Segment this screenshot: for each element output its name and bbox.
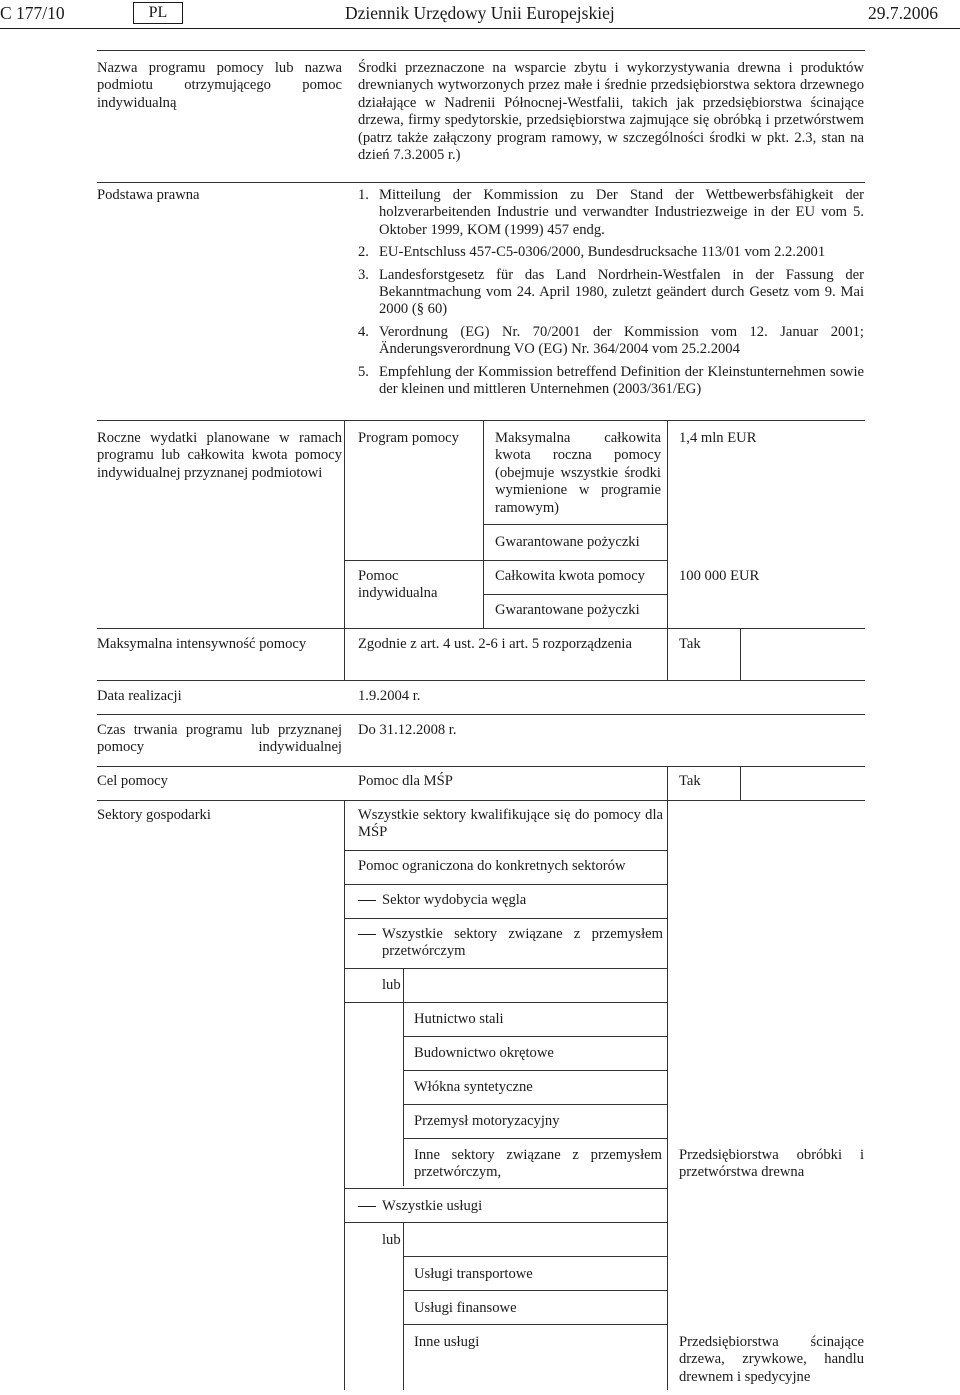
grid-line: [344, 1002, 667, 1003]
grid-line: [403, 1256, 667, 1257]
table-top-rule: [97, 50, 865, 51]
duration-value: Do 31.12.2008 r.: [358, 722, 457, 738]
scheme-max-label: Maksymalna całkowita kwota roczna pomocy (obejmuje wszystkie środki wymienione w programie ramowym): [495, 430, 661, 516]
grid-line: [344, 850, 667, 851]
grid-line: [403, 1324, 667, 1325]
row-divider: [97, 766, 865, 767]
grid-line: [344, 420, 345, 680]
grid-line: [344, 1222, 667, 1223]
or-label: lub: [382, 977, 401, 993]
scheme-label: Program pomocy: [358, 430, 459, 446]
grid-line: [483, 524, 667, 525]
sectors-all-label: Wszystkie sektory kwalifikujące się do pomocy dla MŚP: [358, 807, 663, 841]
sector-coal: Sektor wydobycia węgla: [358, 892, 663, 909]
row-label-intensity: Maksymalna intensywność pomocy: [97, 636, 307, 652]
sector-motor-vehicles: Przemysł motoryzacyjny: [414, 1113, 560, 1129]
grid-line: [740, 628, 741, 680]
grid-line: [344, 800, 345, 1390]
sector-other-services: Inne usługi: [414, 1334, 480, 1350]
dash-marker: [358, 1206, 376, 1207]
grid-line: [344, 968, 667, 969]
grid-line: [344, 918, 667, 919]
individual-aid-label: Pomoc indywidualna: [358, 568, 438, 602]
row-label-date: Data realizacji: [97, 688, 182, 704]
legal-basis-item: 4. Verordnung (EG) Nr. 70/2001 der Kommission vom 12. Januar 2001; Änderungsverordnung VO (EG) Nr. 364/2004 vom 25.2.2004: [358, 323, 864, 358]
grid-line: [344, 1188, 667, 1189]
row-divider: [97, 628, 865, 629]
grid-line: [403, 1104, 667, 1105]
row-divider: [97, 680, 865, 681]
dash-marker: [358, 934, 376, 935]
row-divider: [97, 182, 865, 183]
dash-marker: [358, 900, 376, 901]
sector-financial: Usługi finansowe: [414, 1300, 517, 1316]
header-rule: [0, 28, 960, 29]
or-label: lub: [382, 1232, 401, 1248]
scheme-description: Środki przeznaczone na wsparcie zbytu i wykorzystywania drewna i produktów drewnianych wytworzonych przez małe i średnie przedsiębiorstwa sektora drzewnego działające w Nadrenii Północnej-Westfalii, takich jak przedsiębiorstwa ścinające drzewa, firmy spedytorskie, przedsiębiorstwa zajmujące się obróbką i przetwórstwem (patrz także załączony program ramowy, w szczególności środki w pkt. 2.3, stan na dzień 7.3.2005 r.): [358, 60, 864, 164]
row-label-legal-basis: Podstawa prawna: [97, 187, 200, 203]
legal-basis-item: 3. Landesforstgesetz für das Land Nordrhein-Westfalen in der Fassung der Bekanntmachung vom 24. April 1980, zuletzt geändert durch Gesetz vom 9. Mai 2000 (§ 60): [358, 266, 864, 318]
sector-other-manufacturing-answer: Przedsiębiorstwa obróbki i przetwórstwa drewna: [679, 1147, 864, 1181]
intensity-value: Zgodnie z art. 4 ust. 2-6 i art. 5 rozporządzenia: [358, 636, 632, 652]
grid-line: [740, 766, 741, 800]
implementation-date: 1.9.2004 r.: [358, 688, 421, 704]
intensity-answer: Tak: [679, 636, 701, 652]
sector-other-manufacturing: Inne sektory związane z przemysłem przetwórczym,: [414, 1147, 662, 1181]
grid-line: [667, 766, 668, 800]
sector-other-services-answer: Przedsiębiorstwa ścinające drzewa, zrywkowe, handlu drewnem i spedycyjne: [679, 1334, 864, 1385]
legal-basis-item: 1. Mitteilung der Kommission zu Der Stand der Wettbewerbsfähigkeit der holzverarbeitenden Industrie und verwandter Industriezweige in der EU vom 5. Oktober 1999, KOM (1999) 457 endg.: [358, 187, 864, 238]
objective-answer: Tak: [679, 773, 701, 789]
grid-line: [403, 1070, 667, 1071]
legal-basis-item: 2. EU-Entschluss 457-C5-0306/2000, Bundesdrucksache 113/01 vom 2.2.2001: [358, 244, 826, 261]
grid-line: [403, 1290, 667, 1291]
scheme-max-value: 1,4 mln EUR: [679, 430, 757, 446]
journal-title: Dziennik Urzędowy Unii Europejskiej: [345, 3, 615, 23]
row-label-objective: Cel pomocy: [97, 773, 168, 789]
grid-line: [344, 560, 667, 561]
legal-basis-item: 5. Empfehlung der Kommission betreffend Definition der Kleinstunternehmen sowie der kleinen und mittleren Unternehmen (2003/361/EG): [358, 363, 864, 398]
sector-steel: Hutnictwo stali: [414, 1011, 504, 1027]
row-label-expenditure: Roczne wydatki planowane w ramach programu lub całkowita kwota pomocy indywidualnej przyznanej podmiotowi: [97, 430, 342, 481]
language-badge: PL: [133, 2, 183, 24]
journal-reference: C 177/10: [0, 3, 65, 23]
individual-total-value: 100 000 EUR: [679, 568, 760, 584]
grid-line: [403, 1036, 667, 1037]
sector-transport: Usługi transportowe: [414, 1266, 533, 1282]
objective-value: Pomoc dla MŚP: [358, 773, 453, 789]
row-divider: [97, 714, 865, 715]
grid-line: [667, 420, 668, 680]
grid-line: [483, 594, 667, 595]
row-divider: [97, 800, 865, 801]
row-divider: [97, 420, 865, 421]
grid-line: [344, 884, 667, 885]
sectors-limited-label: Pomoc ograniczona do konkretnych sektorów: [358, 858, 626, 874]
grid-line: [403, 1138, 667, 1139]
individual-loans-label: Gwarantowane pożyczki: [495, 602, 640, 618]
grid-line: [667, 800, 668, 1390]
legal-basis-list: [358, 187, 864, 403]
row-label-duration: Czas trwania programu lub przyznanej pomocy indywidualnej: [97, 722, 342, 756]
sector-manufacturing-all: Wszystkie sektory związane z przemysłem przetwórczym: [358, 926, 663, 961]
grid-line: [403, 968, 404, 1186]
individual-total-label: Całkowita kwota pomocy: [495, 568, 645, 584]
sector-synthetic-fibres: Włókna syntetyczne: [414, 1079, 533, 1095]
sector-shipbuilding: Budownictwo okrętowe: [414, 1045, 554, 1061]
row-label-sectors: Sektory gospodarki: [97, 807, 211, 823]
sector-services-all: Wszystkie usługi: [358, 1198, 663, 1215]
publication-date: 29.7.2006: [868, 3, 938, 23]
row-label-name: Nazwa programu pomocy lub nazwa podmiotu otrzymującego pomoc indywidualną: [97, 60, 342, 111]
scheme-loans-label: Gwarantowane pożyczki: [495, 534, 640, 550]
